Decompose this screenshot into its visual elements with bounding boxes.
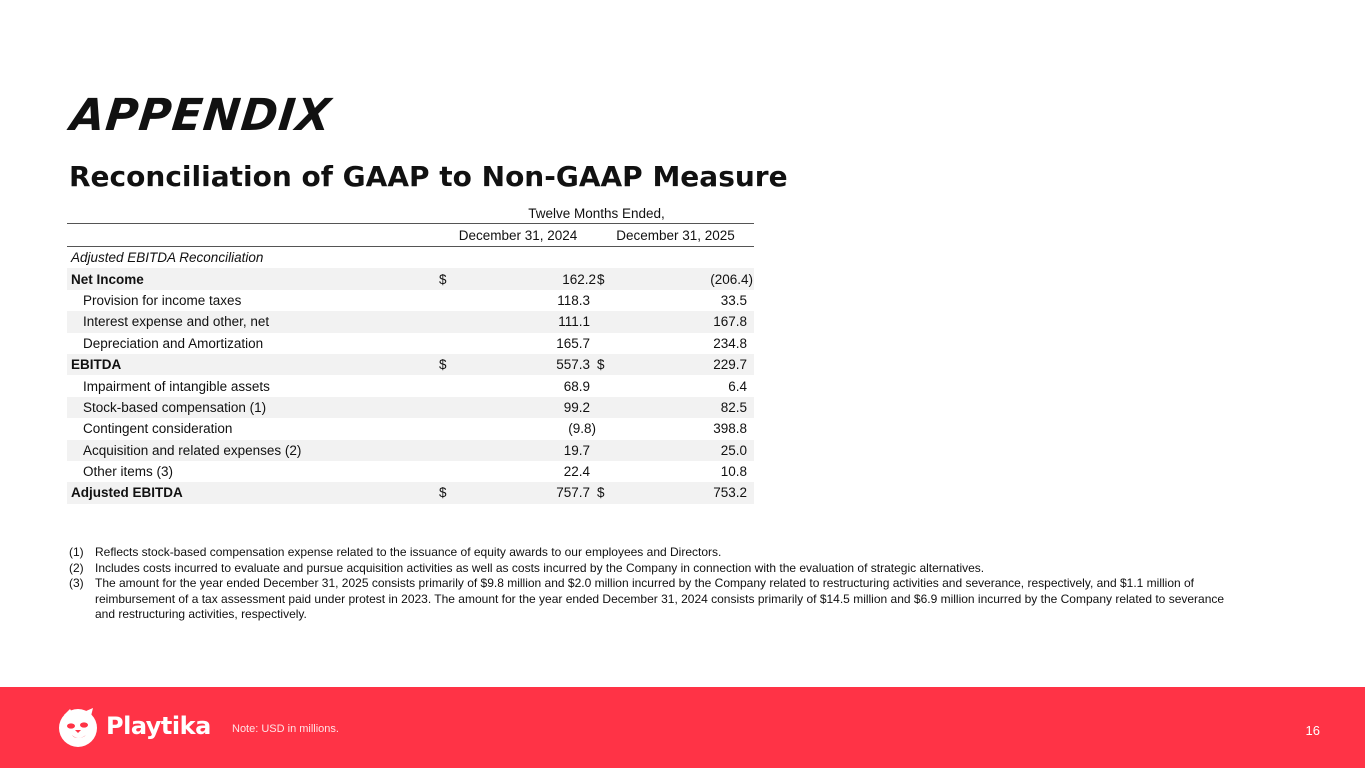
row-label: Net Income: [67, 268, 439, 289]
table-row: [67, 461, 754, 482]
row-label: Depreciation and Amortization: [83, 335, 264, 351]
value-2025: 167.8: [617, 311, 754, 332]
currency-symbol: $: [439, 268, 459, 289]
table-row: [67, 375, 754, 396]
panther-head-icon: [56, 705, 102, 749]
table-row: [67, 440, 754, 461]
footnotes: [69, 545, 1229, 623]
table-row: [67, 290, 754, 311]
value-2024: 557.3: [459, 354, 597, 375]
value-2024: 118.3: [557, 292, 590, 308]
value-2025: 25.0: [617, 440, 754, 461]
table-period-header-row: [67, 204, 754, 224]
currency-symbol: $: [439, 354, 459, 375]
currency-symbol: $: [597, 354, 617, 375]
column-header-2025: December 31, 2025: [597, 224, 754, 247]
value-2024: 22.4: [563, 464, 590, 480]
row-label: Interest expense and other, net: [67, 311, 439, 332]
row-label: EBITDA: [67, 354, 439, 375]
table-row: [67, 418, 754, 439]
value-2024: 68.9: [563, 378, 590, 394]
row-label: Adjusted EBITDA: [67, 482, 439, 503]
table-row: [67, 482, 754, 503]
table-row: [67, 311, 754, 332]
row-label: Acquisition and related expenses (2): [67, 440, 439, 461]
footnote-number: (1): [69, 545, 84, 559]
value-2024: 19.7: [459, 440, 597, 461]
value-2024: 99.2: [459, 397, 597, 418]
value-2025: 229.7: [617, 354, 754, 375]
value-2025: 82.5: [617, 397, 754, 418]
currency-symbol: $: [597, 268, 617, 289]
footer-bar: [0, 687, 1365, 768]
row-label: Other items (3): [83, 464, 174, 480]
value-2025: 398.8: [713, 421, 747, 437]
footnote: [69, 561, 1229, 577]
footnote: [69, 545, 1229, 561]
value-2025: 10.8: [720, 464, 747, 480]
page-title: APPENDIX: [68, 90, 334, 141]
value-2024: (9.8): [568, 421, 596, 437]
value-2025: 234.8: [713, 335, 747, 351]
row-label: Contingent consideration: [83, 421, 233, 437]
period-header: Twelve Months Ended,: [439, 204, 754, 224]
row-label: Adjusted EBITDA Reconciliation: [71, 250, 264, 266]
footnote-number: (2): [69, 560, 84, 575]
page-subtitle: Reconciliation of GAAP to Non-GAAP Measure: [69, 160, 788, 193]
table-row: [67, 333, 754, 354]
value-2024: 162.2: [459, 268, 597, 289]
footer-note: Note: USD in millions.: [232, 723, 339, 735]
footnote-number: (3): [69, 576, 84, 590]
footnote: [69, 576, 1229, 623]
value-2025: 6.4: [728, 378, 747, 394]
footnote-text: Includes costs incurred to evaluate and pursue acquisition activities as well as costs incurred by the Company in connection with the evaluation of strategic alternatives.: [95, 560, 985, 575]
column-header-2024: December 31, 2024: [439, 224, 597, 247]
row-label: Stock-based compensation (1): [67, 397, 439, 418]
page-number: 16: [1305, 723, 1320, 738]
table-row: [67, 247, 754, 269]
brand-logo: Playtika: [106, 712, 211, 740]
row-label: Impairment of intangible assets: [83, 378, 270, 394]
table-row: [67, 354, 754, 375]
table-row: [67, 268, 754, 289]
value-2024: 757.7: [459, 482, 597, 503]
currency-symbol: $: [439, 482, 459, 503]
currency-symbol: $: [597, 482, 617, 503]
value-2025: (206.4): [617, 268, 754, 289]
table-row: [67, 397, 754, 418]
table-column-header-row: [67, 224, 754, 247]
reconciliation-table: [67, 204, 754, 504]
value-2024: 165.7: [556, 335, 590, 351]
value-2024: 111.1: [459, 311, 597, 332]
footnote-text: The amount for the year ended December 31, 2025 consists primarily of $9.8 million and $2.0 million incurred by the Company related to restructuring activities and severance, respectively, and $1.1 million of reimbursement of a tax assessment paid under protest in 2023. The amount for the year ended December 31, 2024 consists primarily of $14.5 million and $6.9 million incurred by the Company related to severance and restructuring activities, respectively.: [95, 576, 1225, 621]
value-2025: 33.5: [720, 292, 747, 308]
row-label: Provision for income taxes: [83, 292, 242, 308]
value-2025: 753.2: [617, 482, 754, 503]
footnote-text: Reflects stock-based compensation expense related to the issuance of equity awards to our employees and Directors.: [95, 545, 722, 559]
